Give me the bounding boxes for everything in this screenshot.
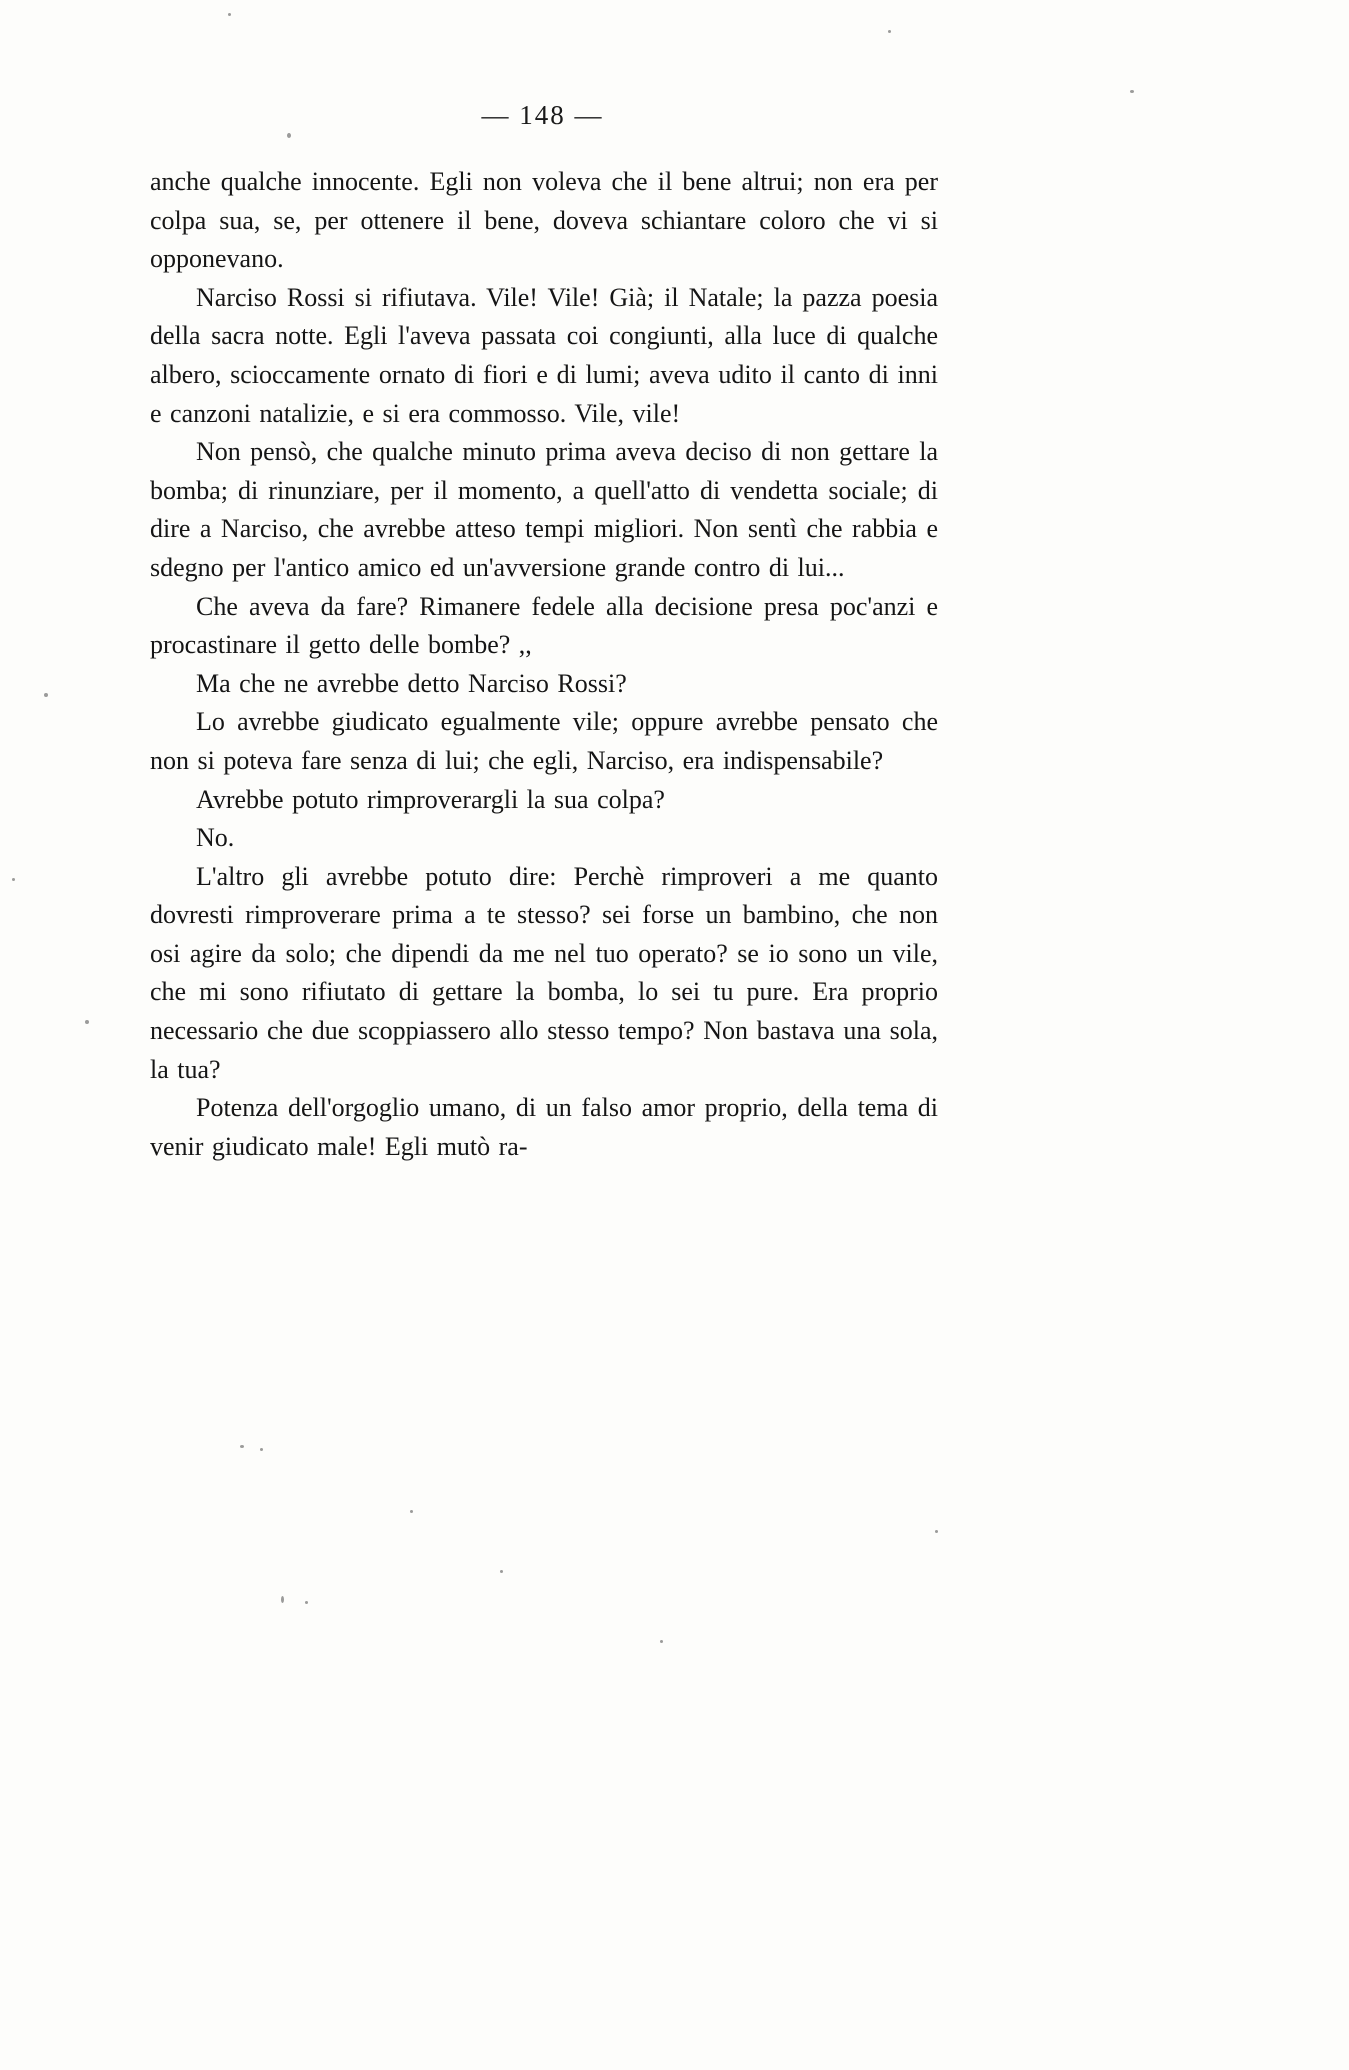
paragraph: No. — [196, 823, 235, 853]
scan-speck — [935, 1530, 938, 1533]
paragraph: Non pensò, che qualche minuto prima aveva deciso di non gettare la bomba; di rinunziare, per il momento, a quell'atto di vendetta sociale; di dire a Narciso, che avrebbe atteso tempi migliori. Non sentì che rabbia e sdegno per l'antico amico ed un'avversione grande contro di lui... — [150, 437, 938, 582]
text-block — [150, 163, 938, 1166]
scan-speck — [12, 878, 15, 881]
paragraph: Lo avrebbe giudicato egualmente vile; oppure avrebbe pensato che non si poteva fare senza di lui; che egli, Narciso, era indispensabile? — [150, 707, 938, 775]
paragraph: Avrebbe potuto rimproverargli la sua colpa? — [196, 784, 665, 814]
scan-speck — [240, 1445, 244, 1448]
paragraph: Narciso Rossi si rifiutava. Vile! Vile! Già; il Natale; la pazza poesia della sacra notte. Egli l'aveva passata coi congiunti, alla luce di qualche albero, scioccamente ornato di fiori e di lumi; aveva udito il canto di inni e canzoni natalizie, e si era commosso. Vile, vile! — [150, 282, 938, 428]
scan-speck — [228, 13, 231, 16]
paragraph: Potenza dell'orgoglio umano, di un falso amor proprio, della tema di venir giudicato male! Egli mutò ra- — [150, 1093, 938, 1161]
paragraph: Ma che ne avrebbe detto Narciso Rossi? — [196, 668, 627, 698]
page-number: — 148 — — [481, 100, 604, 130]
scan-speck — [85, 1020, 89, 1024]
paragraph: Che aveva da fare? Rimanere fedele alla decisione presa poc'anzi e procastinare il getto delle bombe? ,, — [150, 591, 938, 660]
scan-speck — [660, 1640, 663, 1643]
paragraph: L'altro gli avrebbe potuto dire: Perchè rimproveri a me quanto dovresti rimproverare prima a te stesso? sei forse un bambino, che non osi agire da solo; che dipendi da me nel tuo operato? se io sono un vile, che mi sono rifiutato di gettare la bomba, lo sei tu pure. Era proprio necessario che due scoppiassero allo stesso tempo? Non bastava una sola, la tua? — [150, 861, 938, 1084]
paragraph: anche qualche innocente. Egli non voleva che il bene altrui; non era per colpa sua, se, per ottenere il bene, doveva schiantare coloro che vi si opponevano. — [150, 167, 938, 274]
scan-speck — [44, 693, 48, 697]
scan-speck — [888, 30, 891, 33]
scan-speck — [305, 1601, 308, 1604]
scan-speck — [260, 1448, 263, 1451]
scan-speck — [287, 133, 291, 138]
scan-speck — [410, 1510, 413, 1513]
scan-speck — [1130, 90, 1134, 93]
scan-speck — [281, 1596, 284, 1603]
scan-speck — [500, 1570, 503, 1573]
